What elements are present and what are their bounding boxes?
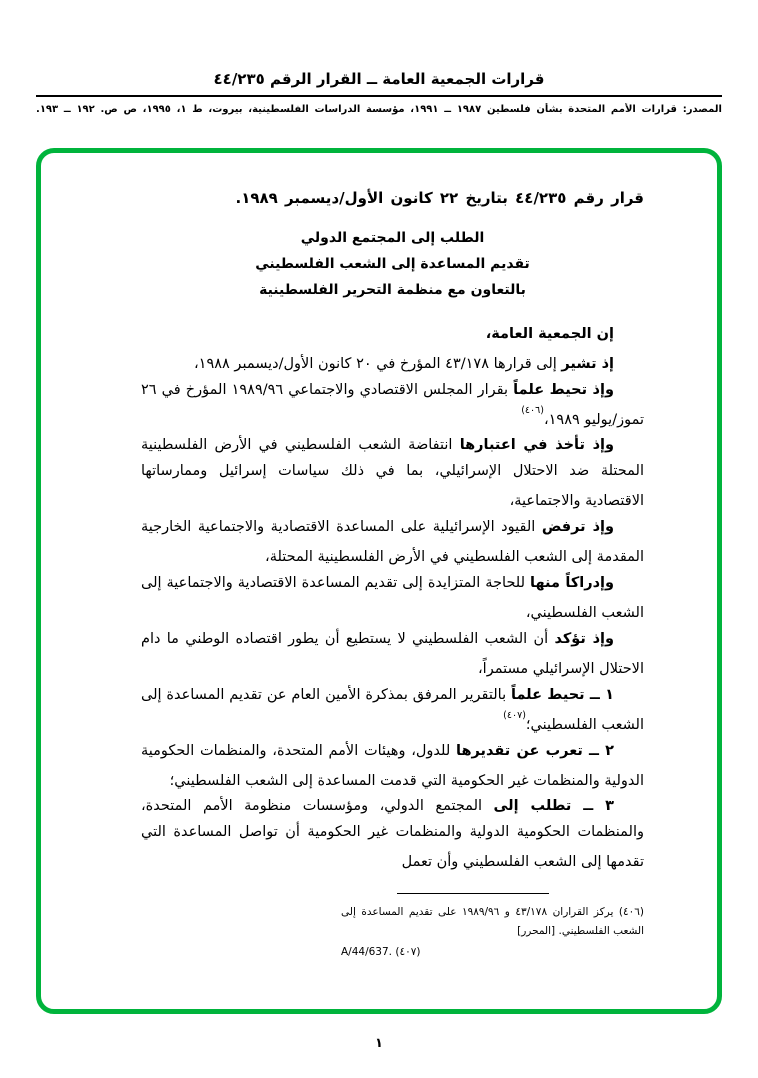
paragraph-lead: إن الجمعية العامة، (485, 325, 614, 342)
source-line: المصدر: قرارات الأمم المتحدة بشأن فلسطين ١٩٨٧ ــ ١٩٩١، مؤسسة الدراسات الفلسطينية، بيروت، ط ١، ١٩٩٥، ص ص. ١٩٢ ــ ١٩٣. (36, 104, 722, 115)
paragraph-lead: وإذ ترفض (541, 519, 615, 536)
footnote-ref: (٤٠٦) (521, 404, 544, 416)
paragraph-text: إلى قرارها ٤٣/١٧٨ المؤرخ في ٢٠ كانون الأول/ديسمبر ١٩٨٨، (193, 355, 562, 372)
paragraph-text: القيود الإسرائيلية على المساعدة الاقتصادية والاجتماعية الخارجية المقدمة إلى الشعب الفلسطيني في الأرض الفلسطينية المحتلة، (141, 519, 644, 566)
paragraph-text: بقرار المجلس الاقتصادي والاجتماعي ١٩٨٩/٩٦ المؤرخ في ٢٦ تموز/يوليو ١٩٨٩، (141, 381, 644, 428)
resolution-paragraph (141, 793, 644, 875)
paragraph-text: أن الشعب الفلسطيني لا يستطيع أن يطور اقتصاده الوطني ما دام الاحتلال الإسرائيلي مستمراً، (141, 630, 644, 677)
paragraph-lead: وإذ تحيط علماً (513, 381, 614, 398)
resolution-paragraph (141, 514, 644, 570)
resolution-paragraph (141, 317, 644, 347)
resolution-paragraph (141, 626, 644, 682)
resolution-content (141, 189, 644, 964)
subtitle-line: الطلب إلى المجتمع الدولي (300, 230, 485, 246)
resolution-subtitle (141, 225, 644, 303)
footnotes-section (141, 893, 644, 962)
resolution-title: قرار رقم ٤٤/٢٣٥ بتاريخ ٢٢ كانون الأول/ديسمبر ١٩٨٩. (235, 189, 644, 207)
page-footer (0, 1036, 758, 1051)
paragraph-lead: وإدراكاً منها (530, 575, 614, 592)
footnote: (٤٠٦) يركز القراران ٤٣/١٧٨ و ١٩٨٩/٩٦ على تقديم المساعدة إلى الشعب الفلسطيني. [المحرر] (341, 906, 644, 938)
paragraph-text: المجتمع الدولي، ومؤسسات منظومة الأمم المتحدة، والمنظمات الحكومية الدولية والمنظمات غير الحكومية أن تواصل المساعدة التي تقدمها إلى الشعب الفلسطيني وأن تعمل (141, 798, 644, 871)
subtitle-line: تقديم المساعدة إلى الشعب الفلسطيني (255, 256, 530, 272)
resolution-body (141, 317, 644, 875)
paragraph-text: انتفاضة الشعب الفلسطيني في الأرض الفلسطينية المحتلة ضد الاحتلال الإسرائيلي، بما في ذلك سياسات إسرائيل وممارساتها الاقتصادية والاجتماعية، (141, 437, 644, 510)
resolution-paragraph (141, 377, 644, 433)
paragraph-lead: وإذ تأخذ في اعتبارها (459, 437, 614, 454)
paragraph-text: للحاجة المتزايدة إلى تقديم المساعدة الاقتصادية والاجتماعية إلى الشعب الفلسطيني، (141, 575, 644, 621)
footnote-divider (397, 893, 549, 894)
subtitle-line: بالتعاون مع منظمة التحرير الفلسطينية (259, 282, 526, 298)
paragraph-lead: إذ تشير (561, 355, 614, 372)
resolution-paragraph (141, 682, 644, 738)
resolution-paragraph (141, 432, 644, 514)
footnote-ref: (٤٠٧) (503, 709, 526, 721)
paragraph-lead: ١ ــ تحيط علماً (511, 686, 614, 703)
resolution-paragraph (141, 347, 644, 377)
paragraph-lead: وإذ تؤكد (554, 630, 614, 647)
resolution-paragraph (141, 570, 644, 626)
paragraph-text: للدول، وهيئات الأمم المتحدة، والمنظمات الحكومية الدولية والمنظمات غير الحكومية التي قدمت المساعدة إلى الشعب الفلسطيني؛ (141, 742, 644, 789)
header-rule (36, 95, 722, 97)
paragraph-lead: ٢ ــ تعرب عن تقديرها (456, 742, 614, 759)
page-header (36, 70, 722, 117)
footnote: (٤٠٧) A/44/637.‎ (341, 946, 421, 959)
paragraph-lead: ٣ ــ تطلب إلى (493, 798, 614, 815)
resolution-paragraph (141, 738, 644, 794)
paragraph-text: بالتقرير المرفق بمذكرة الأمين العام عن تقديم المساعدة إلى الشعب الفلسطيني؛ (141, 686, 644, 733)
header-title: قرارات الجمعية العامة ــ القرار الرقم ٤٤/٢٣٥ (213, 70, 545, 88)
resolution-box (36, 148, 722, 1014)
page-number: ١ (375, 1036, 383, 1051)
